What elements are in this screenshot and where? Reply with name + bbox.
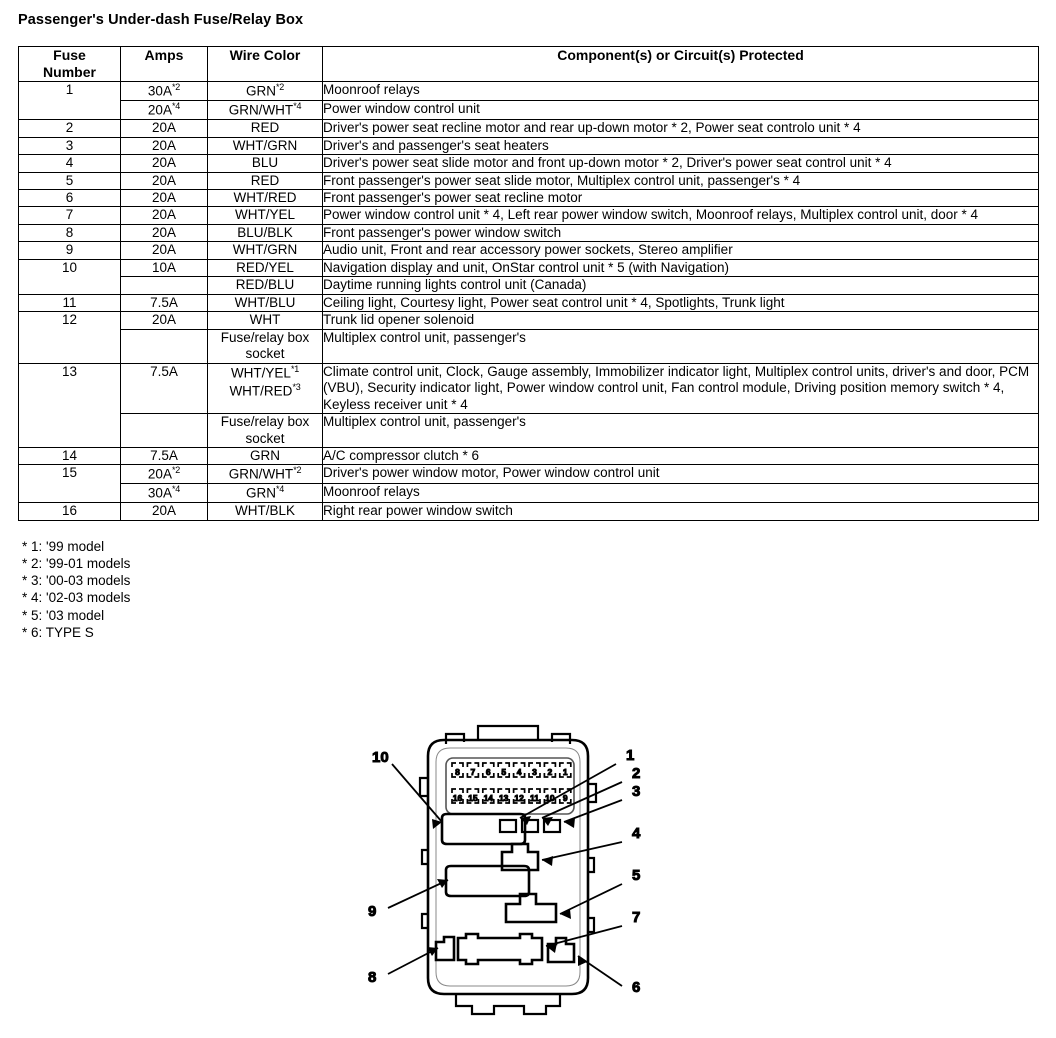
cell-wire-color: GRN (208, 448, 323, 465)
cell-wire-color: WHT/YEL$^{*1}$ WHT/RED$^{*3}$ (208, 363, 323, 413)
cell-fuse-number: 7 (19, 207, 121, 224)
table-row (19, 312, 1039, 329)
table-row (19, 82, 1039, 101)
callout-1: 1 (626, 747, 635, 764)
footnote-item: * 4: '02-03 models (22, 590, 131, 606)
cell-amps: 20A (121, 224, 208, 241)
fuse-table-container (18, 46, 1038, 521)
table-row (19, 259, 1039, 276)
cell-amps (121, 329, 208, 363)
table-row (19, 294, 1039, 311)
cell-amps: 20A (121, 207, 208, 224)
footnote-marker: *4 (171, 101, 181, 112)
cell-component: Multiplex control unit, passenger's (323, 414, 1039, 448)
table-row (19, 329, 1039, 363)
fuse-slot-label-14: 14 (483, 793, 494, 803)
cell-component: Power window control unit (323, 101, 1039, 120)
cell-fuse-number: 2 (19, 120, 121, 137)
cell-component: Trunk lid opener solenoid (323, 312, 1039, 329)
cell-component: Audio unit, Front and rear accessory power sockets, Stereo amplifier (323, 242, 1039, 259)
column-header-amps: Amps (121, 47, 208, 82)
cell-component: Power window control unit * 4, Left rear power window switch, Moonroof relays, Multiplex control unit, door * 4 (323, 207, 1039, 224)
cell-fuse-number: 6 (19, 189, 121, 206)
cell-wire-color: BLU/BLK (208, 224, 323, 241)
cell-component: Moonroof relays (323, 484, 1039, 503)
cell-fuse-number: 8 (19, 224, 121, 241)
cell-wire-color: RED/BLU (208, 277, 323, 294)
cell-fuse-number: 11 (19, 294, 121, 311)
footnote-item: * 6: TYPE S (22, 624, 94, 640)
callout-9: 9 (368, 903, 377, 920)
table-row (19, 189, 1039, 206)
cell-component: A/C compressor clutch * 6 (323, 448, 1039, 465)
cell-fuse-number: 5 (19, 172, 121, 189)
small-relay-sockets (500, 820, 560, 832)
footnotes-list (22, 538, 130, 641)
cell-wire-color-line2: WHT/RED$^{*3}$ (229, 381, 301, 399)
cell-amps: $30A^{*2}$ (121, 82, 208, 101)
fuse-number-labels-top (455, 767, 568, 777)
cell-fuse-number: 4 (19, 155, 121, 172)
footnote-item: * 5: '03 model (22, 607, 105, 623)
fuse-slot-label-8: 8 (455, 767, 460, 777)
footnote-marker: *2 (171, 465, 181, 476)
cell-wire-color: RED (208, 120, 323, 137)
callout-6: 6 (632, 979, 641, 996)
cell-amps: 20A (121, 503, 208, 520)
table-row (19, 484, 1039, 503)
table-row (19, 414, 1039, 448)
cell-component: Climate control unit, Clock, Gauge assembly, Immobilizer indicator light, Multiplex control units, driver's and door, PCM (VBU), Security indicator light, Power window control unit, Fan control module, Driving position memory switch * 4, Keyless receiver unit * 4 (323, 363, 1039, 413)
column-header-fuse-number (19, 47, 121, 82)
footnote-item: * 2: '99-01 models (22, 556, 131, 572)
table-row (19, 363, 1039, 413)
column-header-components: Component(s) or Circuit(s) Protected (323, 47, 1039, 82)
fuse-number-line2: Number (43, 64, 96, 81)
table-row (19, 448, 1039, 465)
cell-wire-color: GRN/WHT$^{*4}$ (208, 101, 323, 120)
footnote-item: * 3: '00-03 models (22, 573, 131, 589)
footnote-marker: *2 (293, 465, 302, 476)
cell-amps: 20A (121, 312, 208, 329)
fuse-slot-label-11: 11 (530, 793, 539, 803)
cell-amps: 20A (121, 155, 208, 172)
cell-wire-color: GRN$^{*2}$ (208, 82, 323, 101)
fuse-slot-label-7: 7 (470, 767, 476, 777)
fuse-number-line1: Fuse (53, 47, 86, 63)
cell-wire-color: WHT (208, 312, 323, 329)
fuse-slot-label-6: 6 (485, 767, 491, 777)
cell-wire-color: BLU (208, 155, 323, 172)
cell-component: Moonroof relays (323, 82, 1039, 101)
cell-wire-color: WHT/RED (208, 189, 323, 206)
cell-amps: 20A (121, 242, 208, 259)
footnote-marker: *4 (171, 484, 181, 495)
cell-wire-color: RED (208, 172, 323, 189)
callout-7: 7 (632, 909, 641, 926)
cell-component: Ceiling light, Courtesy light, Power seat control unit * 4, Spotlights, Trunk light (323, 294, 1039, 311)
column-header-wire-color: Wire Color (208, 47, 323, 82)
cell-fuse-number: 13 (19, 363, 121, 447)
footnote-marker: *3 (292, 381, 301, 392)
cell-amps: $20A^{*4}$ (121, 101, 208, 120)
cell-component: Navigation display and unit, OnStar control unit * 5 (with Navigation) (323, 259, 1039, 276)
fuse-number-labels-bottom (453, 793, 568, 803)
cell-component: Front passenger's power seat slide motor, Multiplex control unit, passenger's * 4 (323, 172, 1039, 189)
cell-wire-color: WHT/GRN (208, 242, 323, 259)
table-row (19, 242, 1039, 259)
footnote-marker: *4 (275, 484, 285, 495)
callout-2: 2 (632, 765, 641, 782)
cell-component: Driver's power window motor, Power window control unit (323, 465, 1039, 484)
cell-wire-color: WHT/GRN (208, 137, 323, 154)
cell-wire-color: WHT/BLU (208, 294, 323, 311)
page-title: Passenger's Under-dash Fuse/Relay Box (18, 12, 304, 28)
fuse-slot-label-3: 3 (532, 767, 537, 777)
cell-wire-color: WHT/YEL (208, 207, 323, 224)
fuse-slot-label-2: 2 (547, 767, 553, 777)
table-body (19, 82, 1039, 521)
footnote-item: * 1: '99 model (22, 539, 105, 554)
table-row (19, 503, 1039, 520)
cell-component: Front passenger's power seat recline motor (323, 189, 1039, 206)
cell-fuse-number: 16 (19, 503, 121, 520)
table-row (19, 120, 1039, 137)
fuse-slot-label-15: 15 (468, 793, 478, 803)
cell-amps: 20A (121, 172, 208, 189)
small-connector-8 (436, 937, 454, 960)
fuse-slot-label-9: 9 (562, 793, 568, 803)
table-row (19, 465, 1039, 484)
cell-component: Multiplex control unit, passenger's (323, 329, 1039, 363)
footnote-marker: *4 (293, 101, 302, 112)
cell-fuse-number: 9 (19, 242, 121, 259)
cell-fuse-number: 12 (19, 312, 121, 363)
fuse-slot-label-5: 5 (501, 767, 507, 777)
fuse-slot-label-16: 16 (452, 793, 463, 803)
table-row (19, 101, 1039, 120)
fuse-box-diagram (360, 718, 705, 1028)
callout-8: 8 (368, 969, 377, 986)
fuse-slot-label-4: 4 (516, 767, 522, 777)
cell-component: Right rear power window switch (323, 503, 1039, 520)
table-row (19, 172, 1039, 189)
table-header-row (19, 47, 1039, 82)
fuse-slot-label-13: 13 (498, 793, 509, 803)
cell-component: Daytime running lights control unit (Canada) (323, 277, 1039, 294)
cell-wire-color: Fuse/relay box socket (208, 414, 323, 448)
callout-4: 4 (632, 825, 641, 842)
table-header (19, 47, 1039, 82)
cell-amps: $30A^{*4}$ (121, 484, 208, 503)
cell-wire-color: Fuse/relay box socket (208, 329, 323, 363)
callout-numbers-right (626, 747, 641, 996)
cell-component: Driver's power seat slide motor and front up-down motor * 2, Driver's power seat control unit * 4 (323, 155, 1039, 172)
cell-fuse-number: 1 (19, 82, 121, 120)
table-row (19, 277, 1039, 294)
cell-amps: 20A (121, 120, 208, 137)
cell-amps: 7.5A (121, 294, 208, 311)
cell-component: Driver's power seat recline motor and rear up-down motor * 2, Power seat controlo unit * 4 (323, 120, 1039, 137)
callout-3: 3 (632, 783, 641, 800)
cell-amps: 7.5A (121, 448, 208, 465)
cell-wire-color: RED/YEL (208, 259, 323, 276)
cell-wire-color: WHT/BLK (208, 503, 323, 520)
cell-wire-color: GRN$^{*4}$ (208, 484, 323, 503)
cell-component: Driver's and passenger's seat heaters (323, 137, 1039, 154)
relay-socket-5 (506, 894, 556, 922)
cell-amps: 20A (121, 137, 208, 154)
cell-amps: $20A^{*2}$ (121, 465, 208, 484)
callout-numbers-left (368, 749, 389, 986)
table-row (19, 137, 1039, 154)
bottom-foot (456, 994, 560, 1014)
footnote-marker: *2 (275, 82, 285, 93)
table-row (19, 224, 1039, 241)
fuse-slot-label-10: 10 (545, 793, 555, 803)
cell-wire-color: GRN/WHT$^{*2}$ (208, 465, 323, 484)
cell-fuse-number: 10 (19, 259, 121, 294)
wide-connector-7 (458, 934, 542, 964)
callout-10: 10 (372, 749, 389, 766)
cell-amps (121, 277, 208, 294)
large-connector-10 (442, 814, 525, 844)
cell-fuse-number: 14 (19, 448, 121, 465)
cell-fuse-number: 15 (19, 465, 121, 503)
footnote-marker: *1 (290, 363, 300, 374)
table-row (19, 155, 1039, 172)
cell-fuse-number: 3 (19, 137, 121, 154)
cell-component: Front passenger's power window switch (323, 224, 1039, 241)
cell-amps (121, 414, 208, 448)
table-row (19, 207, 1039, 224)
fuse-slot-label-12: 12 (514, 793, 524, 803)
footnote-marker: *2 (171, 82, 181, 93)
fuse-relay-table (18, 46, 1039, 521)
cell-amps: 7.5A (121, 363, 208, 413)
callout-5: 5 (632, 867, 641, 884)
cell-amps: 20A (121, 189, 208, 206)
cell-amps: 10A (121, 259, 208, 276)
fuse-slot-label-1: 1 (562, 767, 568, 777)
